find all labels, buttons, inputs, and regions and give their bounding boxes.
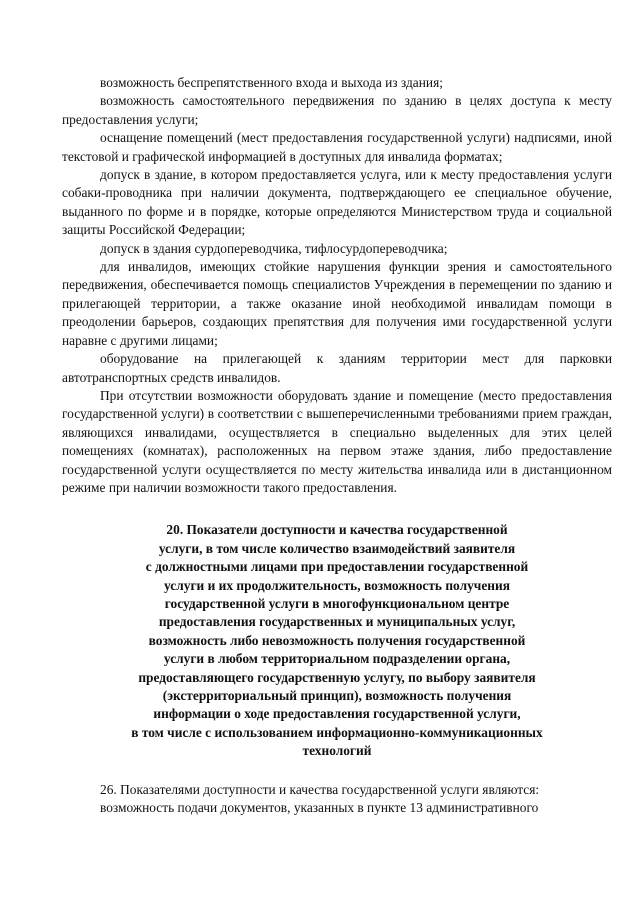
paragraph: При отсутствии возможности оборудовать здание и помещение (место предоставления государственной услуги) в соответствии с вышеперечисленными требованиями прием граждан, являющихся инвалидами, осуществляется в специально выделенных для этих целей помещениях (комнатах), расположенных на первом этаже здания, либо предоставление государственной услуги осуществляется по месту жительства инвалида или в дистанционном режиме при наличии возможности такого предоставления. bbox=[62, 387, 612, 495]
paragraphs-bottom bbox=[62, 781, 612, 818]
section-heading bbox=[62, 521, 612, 760]
document-page bbox=[62, 74, 612, 817]
paragraph: для инвалидов, имеющих стойкие нарушения функции зрения и самостоятельного передвижения, обеспечивается помощь специалистов Учреждения в перемещении по зданию и прилегающей территории, а также оказание иной необходимой инвалидам помощи в преодолении барьеров, создающих препятствия для получения ими государственной услуги наравне с другими лицами; bbox=[62, 259, 612, 348]
heading-line: с должностными лицами при предоставлении государственной bbox=[145, 559, 529, 575]
paragraph: возможность самостоятельного передвижения по зданию в целях доступа к месту предоставления услуги; bbox=[62, 93, 612, 127]
heading-line: государственной услуги в многофункциональном центре bbox=[164, 595, 510, 611]
heading-line: предоставляющего государственную услугу, по выбору заявителя bbox=[138, 669, 536, 685]
heading-line: предоставления государственных и муниципальных услуг, bbox=[158, 614, 516, 630]
heading-line: информации о ходе предоставления государственной услуги, bbox=[153, 706, 521, 722]
paragraph: возможность беспрепятственного входа и выхода из здания; bbox=[100, 75, 443, 90]
heading-line: (экстерриториальный принцип), возможность получения bbox=[162, 688, 512, 703]
paragraph: оборудование на прилегающей к зданиям территории мест для парковки автотранспортных средств инвалидов. bbox=[62, 351, 612, 385]
heading-line: услуги и их продолжительность, возможность получения bbox=[164, 577, 510, 593]
heading-line: в том числе с использованием информационно-коммуникационных bbox=[131, 724, 543, 740]
heading-line: услуги в любом территориальном подразделении органа, bbox=[163, 651, 511, 667]
paragraph: возможность подачи документов, указанных в пункте 13 административного bbox=[100, 800, 539, 816]
heading-line: услуги, в том числе количество взаимодействий заявителя bbox=[158, 540, 516, 556]
paragraph: 26. Показателями доступности и качества государственной услуги являются: bbox=[100, 781, 540, 797]
paragraph: допуск в здание, в котором предоставляется услуга, или к месту предоставления услуги собаки-проводника при наличии документа, подтверждающего ее специальное обучение, выданного по форме и в порядке, которые определяются Министерством труда и социальной защиты Российской Федерации; bbox=[62, 167, 612, 238]
paragraphs-top bbox=[62, 74, 612, 497]
paragraph: допуск в здания сурдопереводчика, тифлосурдопереводчика; bbox=[100, 240, 448, 256]
heading-line: технологий bbox=[302, 743, 372, 759]
heading-line: 20. Показатели доступности и качества государственной bbox=[166, 522, 508, 538]
heading-line: возможность либо невозможность получения государственной bbox=[148, 632, 526, 648]
paragraph: оснащение помещений (мест предоставления государственной услуги) надписями, иной текстовой и графической информацией в доступных для инвалида форматах; bbox=[62, 130, 612, 164]
